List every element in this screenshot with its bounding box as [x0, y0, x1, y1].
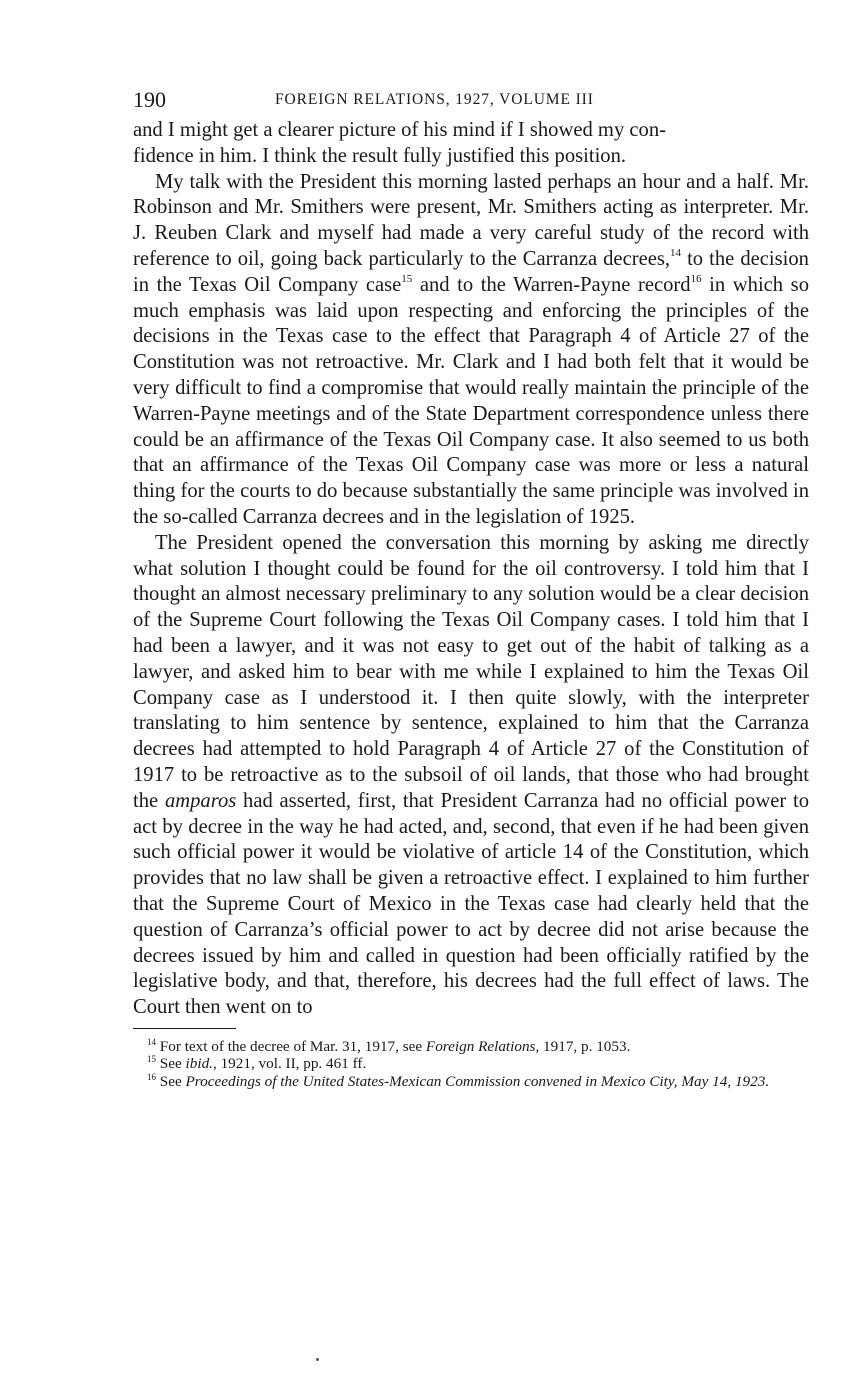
body-text: [133, 118, 809, 1021]
running-header: [133, 86, 809, 114]
text-run: to the decision in the Texas Oil Company case: [133, 247, 809, 296]
text-run: My talk with the President this morning lasted perhaps an hour and a half. Mr. Robinson and Mr. Smithers were present, Mr. Smithers acting as interpreter. Mr. J. Reuben Clark and myself had made a very careful study of the record with reference to oil, going back particularly to the Carranza decrees,: [133, 170, 809, 270]
text-run: and to the Warren-Payne record: [412, 273, 691, 296]
footnote-text: See: [156, 1072, 186, 1090]
page-mark: [316, 1358, 319, 1361]
footnote-ref-16[interactable]: 16: [690, 272, 702, 285]
footnote-text: See: [156, 1055, 186, 1073]
text-line: and I might get a clearer picture of his mind if I showed my con-: [133, 119, 666, 141]
footnote-text: For text of the decree of Mar. 31, 1917, see: [156, 1037, 426, 1055]
footnote-italic: Proceedings of the United States-Mexican Commission convened in Mexico City, May 14, 1923.: [185, 1072, 770, 1090]
document-page: [133, 86, 809, 1090]
paragraph-conversation: [133, 531, 809, 1021]
footnote-14: [133, 1038, 809, 1056]
footnote-italic: ibid.: [185, 1055, 213, 1073]
text-line: fidence in him. I think the result fully justified this position.: [133, 144, 627, 167]
running-title: FOREIGN RELATIONS, 1927, VOLUME III: [275, 91, 594, 108]
footnote-divider: [133, 1028, 236, 1029]
footnote-text: , 1917, p. 1053.: [535, 1037, 631, 1055]
footnotes: [133, 1038, 809, 1091]
footnote-mark: 15: [147, 1054, 156, 1065]
text-run: in which so much emphasis was laid upon respecting and enforcing the principles of the decisions in the Texas case to the effect that Paragraph 4 of Article 27 of the Constitution was not retroactive. Mr. Clark and I had both felt that it would be very difficult to find a compromise that would really maintain the principle of the Warren-Payne meetings and of the State Department correspondence unless there could be an affirmance of the Texas Oil Company case. It also seemed to us both that an affirmance of the Texas Oil Company case was more or less a natural thing for the courts to do because substantially the same principle was involved in the so-called Carranza decrees and in the legislation of 1925.: [133, 273, 809, 528]
footnote-16: [133, 1073, 809, 1091]
footnote-ref-14[interactable]: 14: [670, 246, 682, 259]
footnote-mark: 14: [147, 1036, 156, 1047]
footnote-text: , 1921, vol. II, pp. 461 ff.: [212, 1055, 367, 1073]
paragraph-talk-with-president: [133, 170, 809, 531]
footnote-mark: 16: [147, 1071, 156, 1082]
italic-term: amparos: [164, 789, 237, 812]
footnote-italic: Foreign Relations: [425, 1037, 536, 1055]
text-run: had asserted, first, that President Carranza had no official power to act by decree in the way he had acted, and, second, that even if he had been given such official power it would be violative of article 14 of the Constitution, which provides that no law shall be given a retroactive effect. I explained to him further that the Supreme Court of Mexico in the Texas case had clearly held that the question of Carranza’s official power to act by decree did not arise because the decrees issued by him and called in question had been officially ratified by the legislative body, and that, therefore, his decrees had the full effect of laws. The Court then went on to: [133, 789, 809, 1019]
page-number: 190: [133, 87, 166, 112]
footnote-ref-15[interactable]: 15: [401, 272, 413, 285]
text-run: The President opened the conversation this morning by asking me directly what solution I thought could be found for the oil controversy. I told him that I thought an almost necessary preliminary to any solution would be a clear decision of the Supreme Court following the Texas Oil Company cases. I told him that I had been a lawyer, and it was not easy to get out of the habit of talking as a lawyer, and asked him to bear with me while I explained to him the Texas Oil Company case as I understood it. I then quite slowly, with the interpreter translating to him sentence by sentence, explained to him that the Carranza decrees had attempted to hold Paragraph 4 of Article 27 of the Constitution of 1917 to be retroactive as to the subsoil of oil lands, that those who had brought the: [133, 531, 809, 812]
paragraph-continued: [133, 118, 809, 170]
footnote-15: [133, 1055, 809, 1073]
